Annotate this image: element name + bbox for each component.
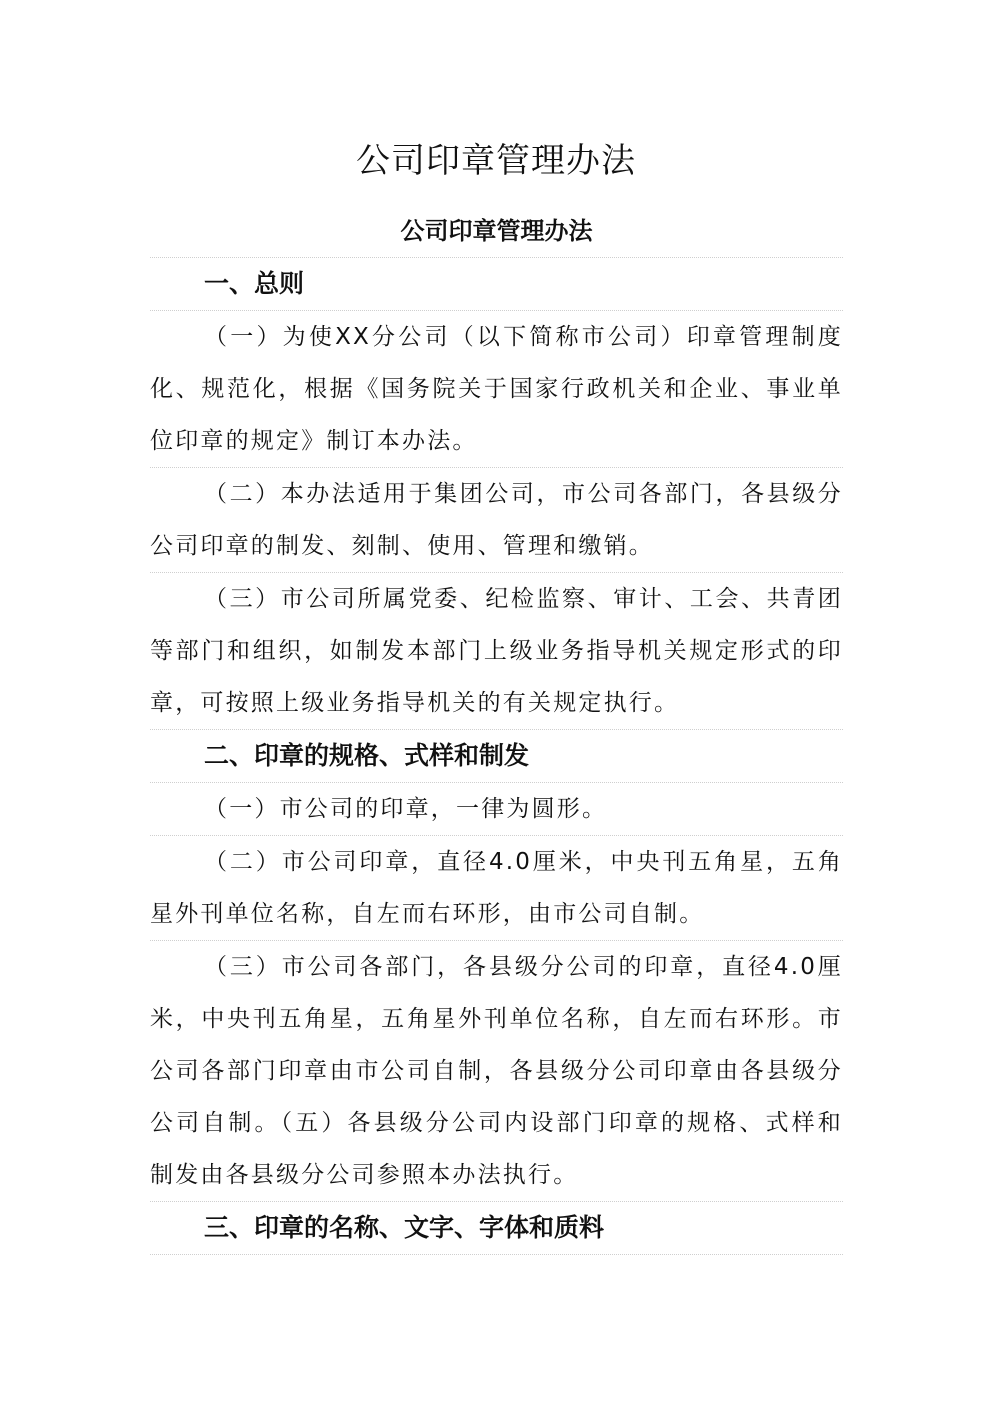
section-heading-names: 三、印章的名称、文字、字体和质料 [150,1202,843,1255]
section-heading-specs: 二、印章的规格、式样和制发 [150,730,843,783]
document-subtitle: 公司印章管理办法 [150,205,843,258]
paragraph: （二）市公司印章，直径4.0厘米，中央刊五角星，五角星外刊单位名称，自左而右环形，由市公司自制。 [150,836,843,941]
paragraph: （二）本办法适用于集团公司，市公司各部门，各县级分公司印章的制发、刻制、使用、管理和缴销。 [150,468,843,573]
paragraph: （三）市公司所属党委、纪检监察、审计、工会、共青团等部门和组织，如制发本部门上级业务指导机关规定形式的印章，可按照上级业务指导机关的有关规定执行。 [150,573,843,730]
document-title: 公司印章管理办法 [356,141,636,181]
document-body [150,205,843,1255]
section-heading-general: 一、总则 [150,258,843,311]
paragraph: （三）市公司各部门，各县级分公司的印章，直径4.0厘米，中央刊五角星，五角星外刊单位名称，自左而右环形。市公司各部门印章由市公司自制，各县级分公司印章由各县级分公司自制。（五）各县级分公司内设部门印章的规格、式样和制发由各县级分公司参照本办法执行。 [150,941,843,1202]
paragraph: （一）市公司的印章，一律为圆形。 [150,783,843,836]
paragraph: （一）为使XX分公司（以下简称市公司）印章管理制度化、规范化，根据《国务院关于国家行政机关和企业、事业单位印章的规定》制订本办法。 [150,311,843,468]
